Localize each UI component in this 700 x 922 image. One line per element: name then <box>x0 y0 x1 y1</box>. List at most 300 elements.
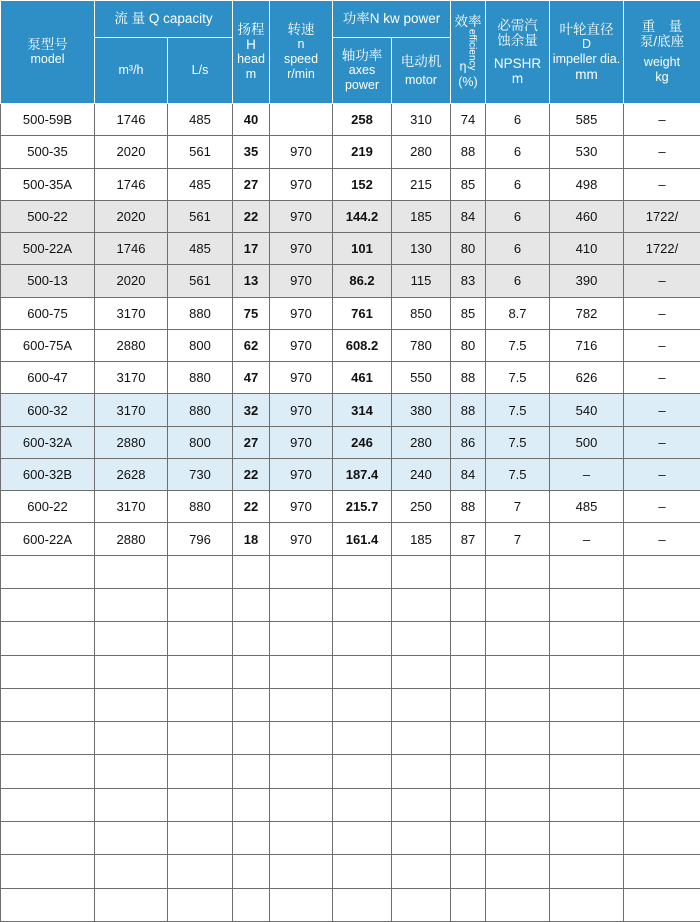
empty-cell <box>95 622 168 655</box>
cell-motor-power: 550 <box>392 362 451 394</box>
empty-cell <box>95 655 168 688</box>
cell-model: 500-35A <box>1 168 95 200</box>
cell-capacity-ls: 880 <box>168 362 233 394</box>
cell-motor-power: 115 <box>392 265 451 297</box>
cell-capacity-m3h: 1746 <box>95 233 168 265</box>
table-row <box>1 491 700 523</box>
empty-cell <box>486 755 550 788</box>
cell-model: 600-32B <box>1 458 95 490</box>
cell-impeller-dia: 390 <box>550 265 624 297</box>
header-impeller-unit: mm <box>575 67 598 82</box>
empty-cell <box>624 855 700 888</box>
cell-model: 600-32 <box>1 394 95 426</box>
empty-cell <box>233 821 270 854</box>
cell-motor-power: 185 <box>392 200 451 232</box>
cell-model: 600-22 <box>1 491 95 523</box>
empty-table-row <box>1 688 700 721</box>
empty-cell <box>270 821 333 854</box>
cell-motor-power: 380 <box>392 394 451 426</box>
cell-speed: 970 <box>270 523 333 555</box>
cell-model: 600-32A <box>1 426 95 458</box>
header-impeller-en: impeller dia. <box>552 52 621 66</box>
header-head-sym: H <box>246 37 256 52</box>
empty-cell <box>451 688 486 721</box>
header-model-cn: 泵型号 <box>27 37 68 52</box>
empty-cell <box>624 788 700 821</box>
empty-cell <box>550 688 624 721</box>
cell-capacity-ls: 796 <box>168 523 233 555</box>
empty-cell <box>233 888 270 921</box>
empty-cell <box>392 821 451 854</box>
cell-npshr: 7.5 <box>486 426 550 458</box>
empty-cell <box>168 589 233 622</box>
empty-cell <box>270 755 333 788</box>
cell-weight: – <box>624 394 700 426</box>
cell-motor-power: 850 <box>392 297 451 329</box>
cell-npshr: 6 <box>486 104 550 136</box>
cell-capacity-m3h: 2020 <box>95 200 168 232</box>
cell-efficiency: 80 <box>451 329 486 361</box>
cell-capacity-ls: 485 <box>168 104 233 136</box>
cell-capacity-m3h: 3170 <box>95 394 168 426</box>
cell-speed: 970 <box>270 491 333 523</box>
cell-impeller-dia: 500 <box>550 426 624 458</box>
empty-cell <box>95 555 168 588</box>
empty-cell <box>392 855 451 888</box>
cell-motor-power: 215 <box>392 168 451 200</box>
header-weight-cn: 重 量 <box>641 19 683 34</box>
empty-cell <box>550 855 624 888</box>
cell-motor-power: 780 <box>392 329 451 361</box>
cell-npshr: 7.5 <box>486 329 550 361</box>
cell-shaft-power: 219 <box>333 136 392 168</box>
cell-motor-power: 280 <box>392 136 451 168</box>
header-capacity-label: 流 量 Q capacity <box>114 11 213 26</box>
cell-capacity-m3h: 2880 <box>95 329 168 361</box>
cell-weight: 1722/ <box>624 200 700 232</box>
empty-cell <box>550 589 624 622</box>
cell-efficiency: 88 <box>451 491 486 523</box>
empty-cell <box>95 788 168 821</box>
header-eff-unit: (%) <box>458 74 478 89</box>
cell-speed: 970 <box>270 168 333 200</box>
cell-speed: 970 <box>270 458 333 490</box>
cell-weight: – <box>624 168 700 200</box>
cell-capacity-m3h: 3170 <box>95 491 168 523</box>
cell-speed: 970 <box>270 265 333 297</box>
cell-weight: – <box>624 136 700 168</box>
cell-impeller-dia: 410 <box>550 233 624 265</box>
cell-capacity-ls: 485 <box>168 168 233 200</box>
cell-impeller-dia: 540 <box>550 394 624 426</box>
empty-cell <box>1 755 95 788</box>
cell-speed: 970 <box>270 297 333 329</box>
cell-npshr: 8.7 <box>486 297 550 329</box>
empty-cell <box>392 788 451 821</box>
header-weight-en: weight <box>643 55 681 69</box>
empty-cell <box>95 755 168 788</box>
empty-cell <box>486 788 550 821</box>
empty-cell <box>233 589 270 622</box>
empty-table-row <box>1 755 700 788</box>
table-row <box>1 168 700 200</box>
empty-cell <box>486 722 550 755</box>
cell-capacity-m3h: 1746 <box>95 168 168 200</box>
empty-cell <box>486 589 550 622</box>
empty-cell <box>451 855 486 888</box>
empty-cell <box>233 622 270 655</box>
empty-cell <box>486 622 550 655</box>
empty-cell <box>392 722 451 755</box>
empty-cell <box>95 821 168 854</box>
table-row <box>1 104 700 136</box>
cell-weight: – <box>624 458 700 490</box>
empty-cell <box>168 655 233 688</box>
header-impeller <box>550 1 624 104</box>
cell-efficiency: 88 <box>451 136 486 168</box>
header-npshr <box>486 1 550 104</box>
header-power-label: 功率N kw power <box>342 11 441 26</box>
table-row <box>1 394 700 426</box>
cell-shaft-power: 86.2 <box>333 265 392 297</box>
empty-cell <box>233 722 270 755</box>
cell-capacity-m3h: 3170 <box>95 297 168 329</box>
cell-motor-power: 130 <box>392 233 451 265</box>
empty-cell <box>392 555 451 588</box>
cell-capacity-ls: 800 <box>168 329 233 361</box>
header-efficiency <box>451 1 486 104</box>
cell-capacity-m3h: 1746 <box>95 104 168 136</box>
cell-capacity-m3h: 2020 <box>95 136 168 168</box>
cell-speed: 970 <box>270 200 333 232</box>
cell-capacity-ls: 730 <box>168 458 233 490</box>
cell-speed <box>270 104 333 136</box>
empty-cell <box>168 755 233 788</box>
header-npshr-en: NPSHR <box>493 56 542 71</box>
empty-cell <box>624 888 700 921</box>
cell-impeller-dia: 782 <box>550 297 624 329</box>
cell-shaft-power: 187.4 <box>333 458 392 490</box>
table-row <box>1 523 700 555</box>
cell-npshr: 7 <box>486 491 550 523</box>
cell-head: 13 <box>233 265 270 297</box>
cell-model: 500-22A <box>1 233 95 265</box>
cell-head: 18 <box>233 523 270 555</box>
empty-cell <box>333 688 392 721</box>
cell-model: 500-35 <box>1 136 95 168</box>
header-power <box>333 1 451 38</box>
empty-cell <box>233 755 270 788</box>
header-capacity-m3h: m³/h <box>95 38 168 104</box>
empty-cell <box>233 788 270 821</box>
cell-head: 22 <box>233 200 270 232</box>
empty-cell <box>270 555 333 588</box>
empty-cell <box>451 722 486 755</box>
empty-cell <box>1 722 95 755</box>
cell-model: 600-75 <box>1 297 95 329</box>
cell-shaft-power: 101 <box>333 233 392 265</box>
empty-cell <box>392 622 451 655</box>
cell-motor-power: 240 <box>392 458 451 490</box>
empty-cell <box>624 589 700 622</box>
cell-capacity-ls: 485 <box>168 233 233 265</box>
cell-shaft-power: 246 <box>333 426 392 458</box>
empty-cell <box>270 622 333 655</box>
empty-cell <box>333 655 392 688</box>
cell-head: 27 <box>233 426 270 458</box>
cell-impeller-dia: 585 <box>550 104 624 136</box>
header-speed-unit: r/min <box>287 67 315 81</box>
header-motor-cn: 电动机 <box>400 53 442 69</box>
empty-cell <box>168 821 233 854</box>
empty-cell <box>333 788 392 821</box>
header-capacity-ls: L/s <box>168 38 233 104</box>
empty-cell <box>95 688 168 721</box>
cell-shaft-power: 608.2 <box>333 329 392 361</box>
empty-cell <box>333 555 392 588</box>
header-speed <box>270 1 333 104</box>
empty-cell <box>486 821 550 854</box>
cell-efficiency: 83 <box>451 265 486 297</box>
empty-cell <box>1 788 95 821</box>
header-head-cn: 扬程 <box>237 22 265 37</box>
empty-cell <box>451 821 486 854</box>
table-row <box>1 362 700 394</box>
cell-capacity-m3h: 2628 <box>95 458 168 490</box>
empty-cell <box>333 755 392 788</box>
empty-cell <box>624 688 700 721</box>
empty-cell <box>392 755 451 788</box>
cell-capacity-m3h: 2020 <box>95 265 168 297</box>
empty-cell <box>451 888 486 921</box>
cell-impeller-dia: 460 <box>550 200 624 232</box>
cell-npshr: 7.5 <box>486 362 550 394</box>
table-row <box>1 265 700 297</box>
cell-npshr: 7.5 <box>486 458 550 490</box>
empty-cell <box>486 555 550 588</box>
empty-cell <box>550 655 624 688</box>
empty-cell <box>624 555 700 588</box>
empty-cell <box>1 688 95 721</box>
empty-table-row <box>1 788 700 821</box>
cell-capacity-ls: 880 <box>168 297 233 329</box>
empty-cell <box>168 888 233 921</box>
cell-capacity-ls: 561 <box>168 265 233 297</box>
cell-head: 22 <box>233 491 270 523</box>
header-speed-en: speed <box>283 52 319 66</box>
header-head-en: head <box>237 52 265 66</box>
header-weight-cn2: 泵/底座 <box>639 34 685 49</box>
header-head <box>233 1 270 104</box>
cell-speed: 970 <box>270 394 333 426</box>
table-row <box>1 297 700 329</box>
header-speed-cn: 转速 <box>287 22 315 37</box>
cell-speed: 970 <box>270 136 333 168</box>
table-header <box>1 1 700 104</box>
cell-shaft-power: 161.4 <box>333 523 392 555</box>
cell-weight: – <box>624 491 700 523</box>
cell-capacity-m3h: 2880 <box>95 523 168 555</box>
empty-cell <box>1 888 95 921</box>
empty-cell <box>270 788 333 821</box>
cell-weight: – <box>624 265 700 297</box>
cell-capacity-ls: 880 <box>168 394 233 426</box>
empty-cell <box>392 589 451 622</box>
empty-cell <box>451 788 486 821</box>
cell-npshr: 7.5 <box>486 394 550 426</box>
cell-efficiency: 85 <box>451 297 486 329</box>
empty-cell <box>392 688 451 721</box>
empty-cell <box>270 888 333 921</box>
empty-cell <box>550 888 624 921</box>
cell-npshr: 6 <box>486 233 550 265</box>
empty-cell <box>95 888 168 921</box>
cell-model: 500-59B <box>1 104 95 136</box>
empty-cell <box>624 655 700 688</box>
cell-motor-power: 310 <box>392 104 451 136</box>
empty-cell <box>1 555 95 588</box>
header-weight-unit: kg <box>655 70 669 84</box>
cell-model: 500-22 <box>1 200 95 232</box>
empty-cell <box>233 855 270 888</box>
header-shaft-power <box>333 38 392 104</box>
empty-cell <box>1 589 95 622</box>
header-eff-cn: 效率 <box>454 14 482 30</box>
empty-cell <box>550 821 624 854</box>
header-head-unit: m <box>245 67 257 81</box>
cell-shaft-power: 761 <box>333 297 392 329</box>
cell-capacity-ls: 561 <box>168 200 233 232</box>
empty-cell <box>168 722 233 755</box>
empty-cell <box>168 855 233 888</box>
empty-cell <box>95 589 168 622</box>
table-row <box>1 136 700 168</box>
empty-cell <box>270 655 333 688</box>
empty-cell <box>333 888 392 921</box>
cell-head: 27 <box>233 168 270 200</box>
cell-head: 35 <box>233 136 270 168</box>
empty-cell <box>624 722 700 755</box>
cell-impeller-dia: 716 <box>550 329 624 361</box>
empty-cell <box>95 722 168 755</box>
empty-table-row <box>1 821 700 854</box>
cell-head: 47 <box>233 362 270 394</box>
empty-cell <box>1 821 95 854</box>
cell-impeller-dia: 530 <box>550 136 624 168</box>
cell-motor-power: 250 <box>392 491 451 523</box>
cell-efficiency: 84 <box>451 200 486 232</box>
cell-weight: – <box>624 362 700 394</box>
table-row <box>1 200 700 232</box>
empty-cell <box>270 722 333 755</box>
cell-head: 75 <box>233 297 270 329</box>
cell-npshr: 6 <box>486 136 550 168</box>
cell-efficiency: 74 <box>451 104 486 136</box>
empty-cell <box>333 722 392 755</box>
cell-npshr: 6 <box>486 265 550 297</box>
empty-cell <box>550 622 624 655</box>
header-impeller-sym: D <box>581 37 592 51</box>
cell-weight: – <box>624 426 700 458</box>
table-row <box>1 233 700 265</box>
cell-impeller-dia: 498 <box>550 168 624 200</box>
cell-shaft-power: 144.2 <box>333 200 392 232</box>
table-row <box>1 329 700 361</box>
empty-cell <box>270 855 333 888</box>
table-row <box>1 426 700 458</box>
empty-cell <box>333 855 392 888</box>
cell-capacity-m3h: 3170 <box>95 362 168 394</box>
cell-npshr: 6 <box>486 168 550 200</box>
cell-shaft-power: 152 <box>333 168 392 200</box>
table-row <box>1 458 700 490</box>
cell-efficiency: 88 <box>451 394 486 426</box>
cell-head: 22 <box>233 458 270 490</box>
empty-cell <box>624 755 700 788</box>
header-capacity <box>95 1 233 38</box>
cell-weight: – <box>624 297 700 329</box>
empty-cell <box>333 622 392 655</box>
header-impeller-cn: 叶轮直径 <box>559 22 614 37</box>
cell-weight: – <box>624 104 700 136</box>
cell-head: 17 <box>233 233 270 265</box>
cell-efficiency: 85 <box>451 168 486 200</box>
cell-efficiency: 84 <box>451 458 486 490</box>
empty-cell <box>168 555 233 588</box>
cell-shaft-power: 258 <box>333 104 392 136</box>
empty-cell <box>486 655 550 688</box>
cell-model: 500-13 <box>1 265 95 297</box>
empty-cell <box>624 821 700 854</box>
empty-cell <box>270 589 333 622</box>
empty-cell <box>168 622 233 655</box>
cell-weight: 1722/ <box>624 233 700 265</box>
cell-efficiency: 86 <box>451 426 486 458</box>
header-speed-sym: n <box>297 37 305 51</box>
cell-efficiency: 88 <box>451 362 486 394</box>
cell-head: 32 <box>233 394 270 426</box>
empty-cell <box>451 622 486 655</box>
cell-speed: 970 <box>270 362 333 394</box>
empty-cell <box>1 655 95 688</box>
empty-cell <box>550 755 624 788</box>
cell-motor-power: 185 <box>392 523 451 555</box>
empty-table-row <box>1 555 700 588</box>
cell-npshr: 7 <box>486 523 550 555</box>
empty-cell <box>486 888 550 921</box>
empty-cell <box>486 688 550 721</box>
header-eff-en: efficiency <box>466 29 478 71</box>
empty-cell <box>451 555 486 588</box>
empty-cell <box>233 655 270 688</box>
cell-efficiency: 80 <box>451 233 486 265</box>
cell-motor-power: 280 <box>392 426 451 458</box>
cell-weight: – <box>624 329 700 361</box>
cell-speed: 970 <box>270 329 333 361</box>
empty-cell <box>233 555 270 588</box>
cell-speed: 970 <box>270 426 333 458</box>
empty-cell <box>168 688 233 721</box>
empty-cell <box>550 722 624 755</box>
cell-npshr: 6 <box>486 200 550 232</box>
empty-cell <box>95 855 168 888</box>
header-model <box>1 1 95 104</box>
empty-cell <box>550 788 624 821</box>
empty-cell <box>624 622 700 655</box>
header-shaft-en: axes power <box>344 63 380 92</box>
header-model-en: model <box>30 52 65 66</box>
empty-cell <box>486 855 550 888</box>
